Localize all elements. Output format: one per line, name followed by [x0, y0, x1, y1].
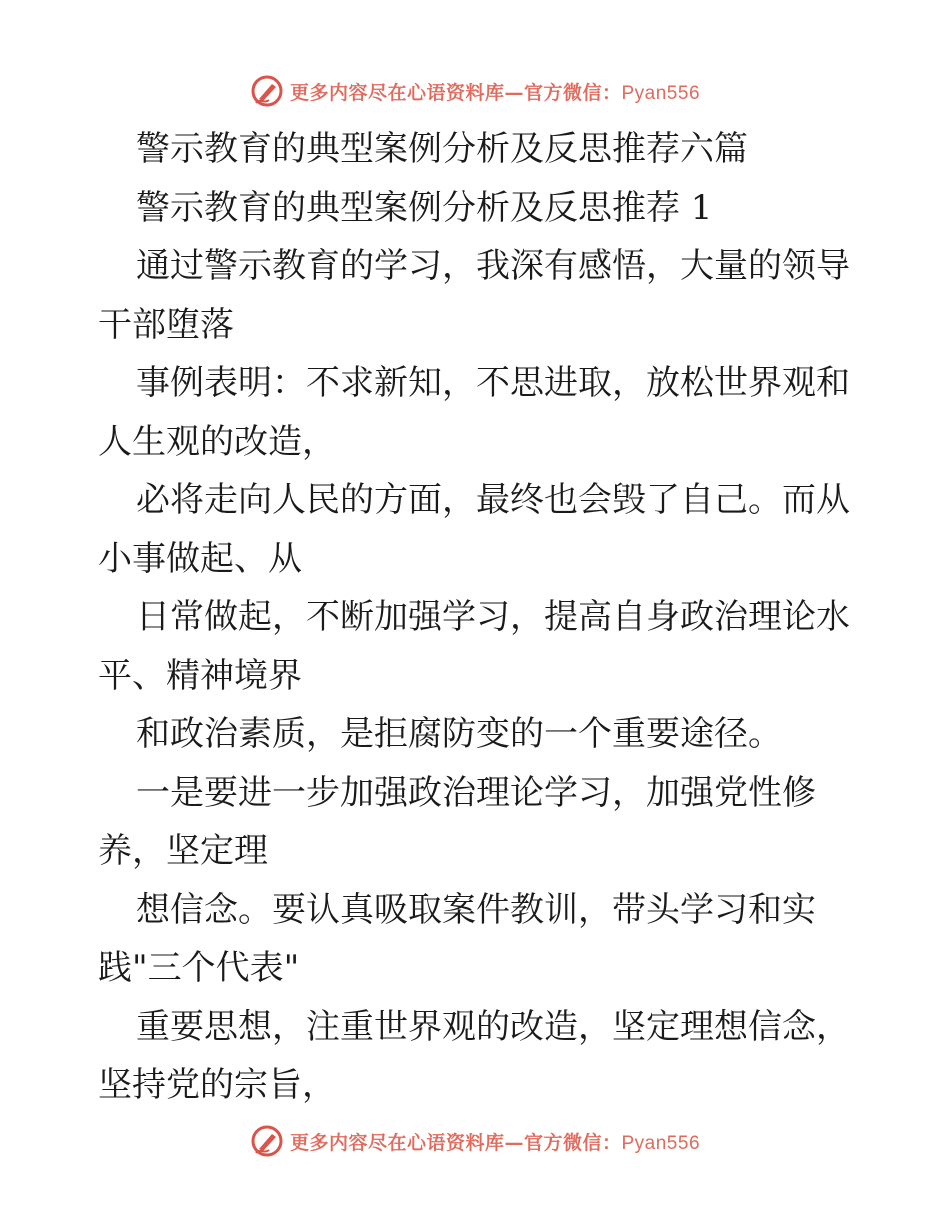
body-line: 必将走向人民的方面，最终也会毁了自己。而从	[136, 480, 850, 520]
body-line: 和政治素质，是拒腐防变的一个重要途径。	[136, 714, 782, 754]
body-line: 践"三个代表"	[98, 948, 300, 988]
body-line: 事例表明：不求新知，不思进取，放松世界观和	[136, 363, 850, 403]
body-line: 日常做起，不断加强学习，提高自身政治理论水	[136, 597, 850, 637]
pen-logo-icon	[250, 74, 284, 108]
footer-watermark-banner	[0, 1121, 950, 1161]
body-line: 小事做起、从	[98, 538, 302, 579]
document-subtitle: 警示教育的典型案例分析及反思推荐 1	[136, 187, 713, 228]
body-line: 想信念。要认真吸取案件教训，带头学习和实	[136, 889, 816, 930]
body-line: 养，坚定理	[98, 831, 268, 871]
body-line: 一是要进一步加强政治理论学习，加强党性修	[136, 772, 816, 813]
footer-banner-text: 更多内容尽在心语资料库—官方微信：Pyan556	[289, 1131, 701, 1154]
document-body	[98, 120, 858, 1115]
body-line: 平、精神境界	[98, 655, 302, 696]
body-line: 人生观的改造，	[98, 421, 336, 462]
header-banner-text: 更多内容尽在心语资料库—官方微信：Pyan556	[289, 81, 701, 104]
header-watermark-banner	[0, 71, 950, 111]
body-line: 重要思想，注重世界观的改造，坚定理想信念，	[136, 1006, 850, 1047]
body-line: 坚持党的宗旨，	[98, 1065, 336, 1105]
document-title: 警示教育的典型案例分析及反思推荐六篇	[136, 129, 748, 169]
body-line: 干部堕落	[98, 304, 234, 345]
pen-logo-icon	[250, 1124, 284, 1158]
body-line: 通过警示教育的学习，我深有感悟，大量的领导	[136, 246, 850, 286]
